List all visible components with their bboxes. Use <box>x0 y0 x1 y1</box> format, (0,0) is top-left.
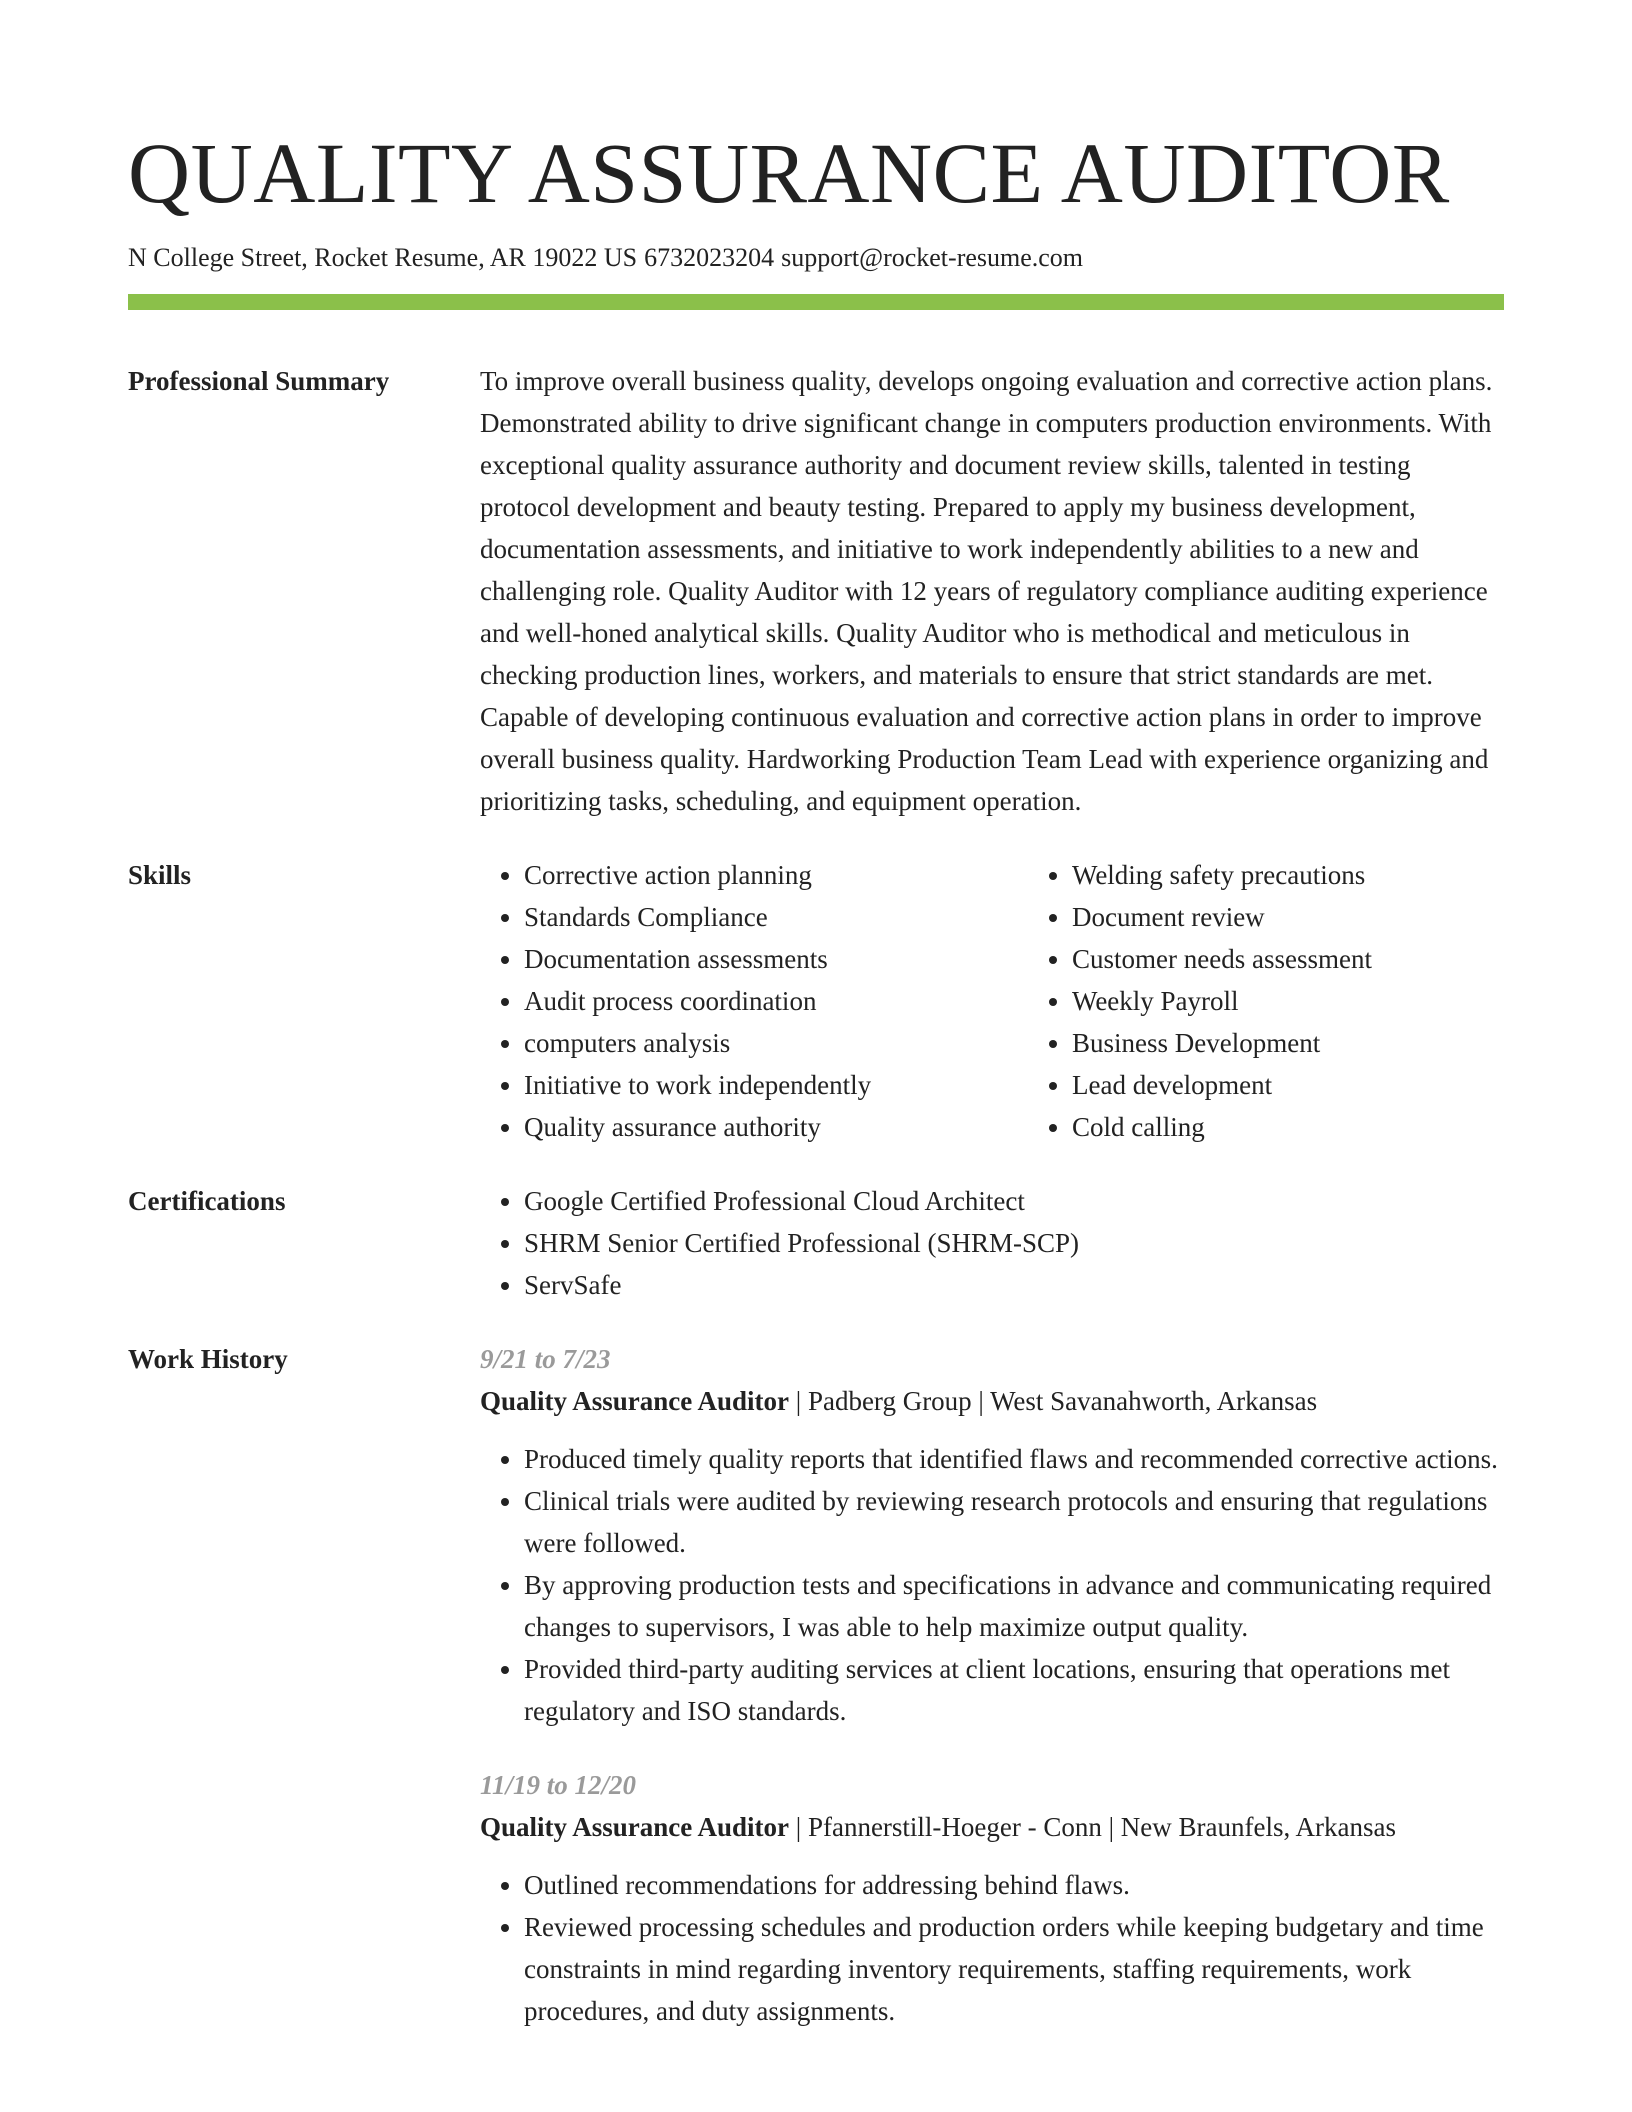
skill-item: • Corrective action planning <box>524 854 1028 896</box>
certification-item: • ServSafe <box>524 1264 1504 1306</box>
accent-divider <box>128 294 1504 310</box>
job-bullet: • Outlined recommendations for addressing behind flaws. <box>524 1864 1504 1906</box>
certification-item: • Google Certified Professional Cloud Architect <box>524 1180 1504 1222</box>
skills-list-right <box>1028 854 1372 1148</box>
section-label-certifications: Certifications <box>128 1186 286 1216</box>
section-label-skills: Skills <box>128 860 192 890</box>
job-employer-location: | Pfannerstill-Hoeger - Conn | New Braunfels, Arkansas <box>789 1812 1396 1842</box>
skill-item: • Documentation assessments <box>524 938 1028 980</box>
skill-item: • Audit process coordination <box>524 980 1028 1022</box>
job-bullet: • Produced timely quality reports that identified flaws and recommended corrective actions. <box>524 1438 1504 1480</box>
job-dates: 11/19 to 12/20 <box>480 1770 637 1800</box>
certifications-list <box>480 1180 1504 1306</box>
section-label-work-history: Work History <box>128 1344 288 1374</box>
skill-item: • Welding safety precautions <box>1072 854 1372 896</box>
contact-address: N College Street, Rocket Resume, AR 19022 US <box>128 243 638 272</box>
job-bullets <box>480 1864 1504 2032</box>
job-dates: 9/21 to 7/23 <box>480 1344 611 1374</box>
section-certifications <box>128 1180 1504 1306</box>
skill-item: • Cold calling <box>1072 1106 1372 1148</box>
skill-item: • Lead development <box>1072 1064 1372 1106</box>
job-bullet: • By approving production tests and specifications in advance and communicating required changes to supervisors, I was able to help maximize output quality. <box>524 1564 1504 1648</box>
job-bullet: • Reviewed processing schedules and production orders while keeping budgetary and time constraints in mind regarding inventory requirements, staffing requirements, work procedures, and duty assignments. <box>524 1906 1504 2032</box>
skills-list-left <box>480 854 1028 1148</box>
skill-item: • Standards Compliance <box>524 896 1028 938</box>
section-body-work-history <box>480 1338 1504 2032</box>
job-heading <box>480 1380 1504 1422</box>
skill-item: • Business Development <box>1072 1022 1372 1064</box>
certification-item: • SHRM Senior Certified Professional (SHRM-SCP) <box>524 1222 1504 1264</box>
summary-text: To improve overall business quality, develops ongoing evaluation and corrective action plans. Demonstrated ability to drive significant change in computers production environments. With exceptional quality assurance authority and document review skills, talented in testing protocol development and beauty testing. Prepared to apply my business development, documentation assessments, and initiative to work independently abilities to a new and challenging role. Quality Auditor with 12 years of regulatory compliance auditing experience and well-honed analytical skills. Quality Auditor who is methodical and meticulous in checking production lines, workers, and materials to ensure that strict standards are met. Capable of developing continuous evaluation and corrective action plans in order to improve overall business quality. Hardworking Production Team Lead with experience organizing and prioritizing tasks, scheduling, and equipment operation. <box>480 366 1493 816</box>
skills-grid <box>480 854 1504 1148</box>
resume-title: QUALITY ASSURANCE AUDITOR <box>128 125 1450 221</box>
job-title: Quality Assurance Auditor <box>480 1386 790 1416</box>
section-skills <box>128 854 1504 1148</box>
job-entry <box>480 1338 1504 1732</box>
contact-phone: 6732023204 <box>644 243 775 272</box>
section-label-summary: Professional Summary <box>128 366 390 396</box>
skill-item: • Document review <box>1072 896 1372 938</box>
skill-item: • computers analysis <box>524 1022 1028 1064</box>
job-entry <box>480 1764 1504 2032</box>
contact-line <box>128 242 1504 274</box>
job-bullets <box>480 1438 1504 1732</box>
section-body-summary <box>480 360 1504 822</box>
job-bullet: • Provided third-party auditing services at client locations, ensuring that operations met regulatory and ISO standards. <box>524 1648 1504 1732</box>
job-bullet: • Clinical trials were audited by reviewing research protocols and ensuring that regulations were followed. <box>524 1480 1504 1564</box>
job-heading <box>480 1806 1504 1848</box>
skill-item: • Initiative to work independently <box>524 1064 1028 1106</box>
job-title: Quality Assurance Auditor <box>480 1812 790 1842</box>
contact-email[interactable]: support@rocket-resume.com <box>781 243 1084 272</box>
skill-item: • Customer needs assessment <box>1072 938 1372 980</box>
section-professional-summary <box>128 360 1504 822</box>
skill-item: • Quality assurance authority <box>524 1106 1028 1148</box>
skill-item: • Weekly Payroll <box>1072 980 1372 1022</box>
section-work-history <box>128 1338 1504 2032</box>
resume-page <box>128 0 1504 2032</box>
section-body-certifications <box>480 1180 1504 1306</box>
job-employer-location: | Padberg Group | West Savanahworth, Arkansas <box>789 1386 1318 1416</box>
